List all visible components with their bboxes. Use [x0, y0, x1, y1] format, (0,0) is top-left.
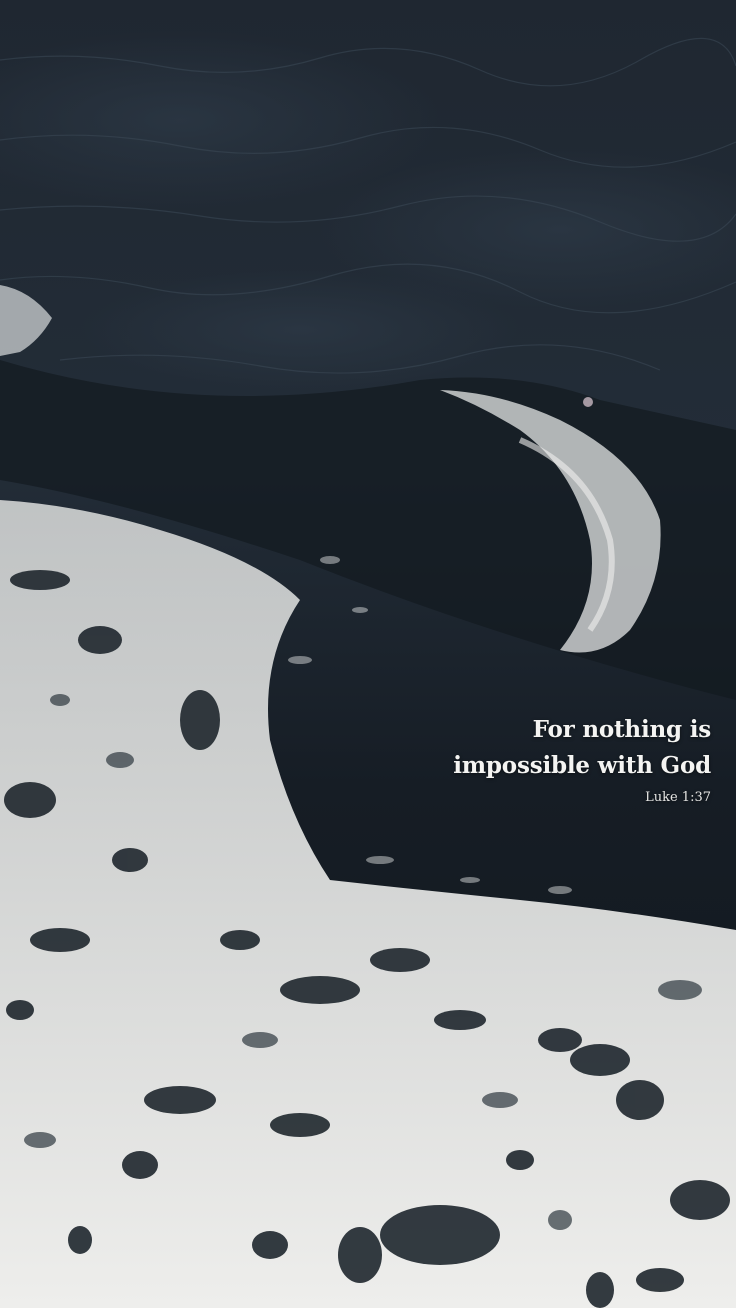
verse-reference: Luke 1:37	[645, 790, 711, 805]
verse-line-1: For nothing is	[532, 716, 711, 743]
verse-overlay	[291, 712, 711, 806]
verse-line-2: impossible with God	[453, 752, 711, 779]
